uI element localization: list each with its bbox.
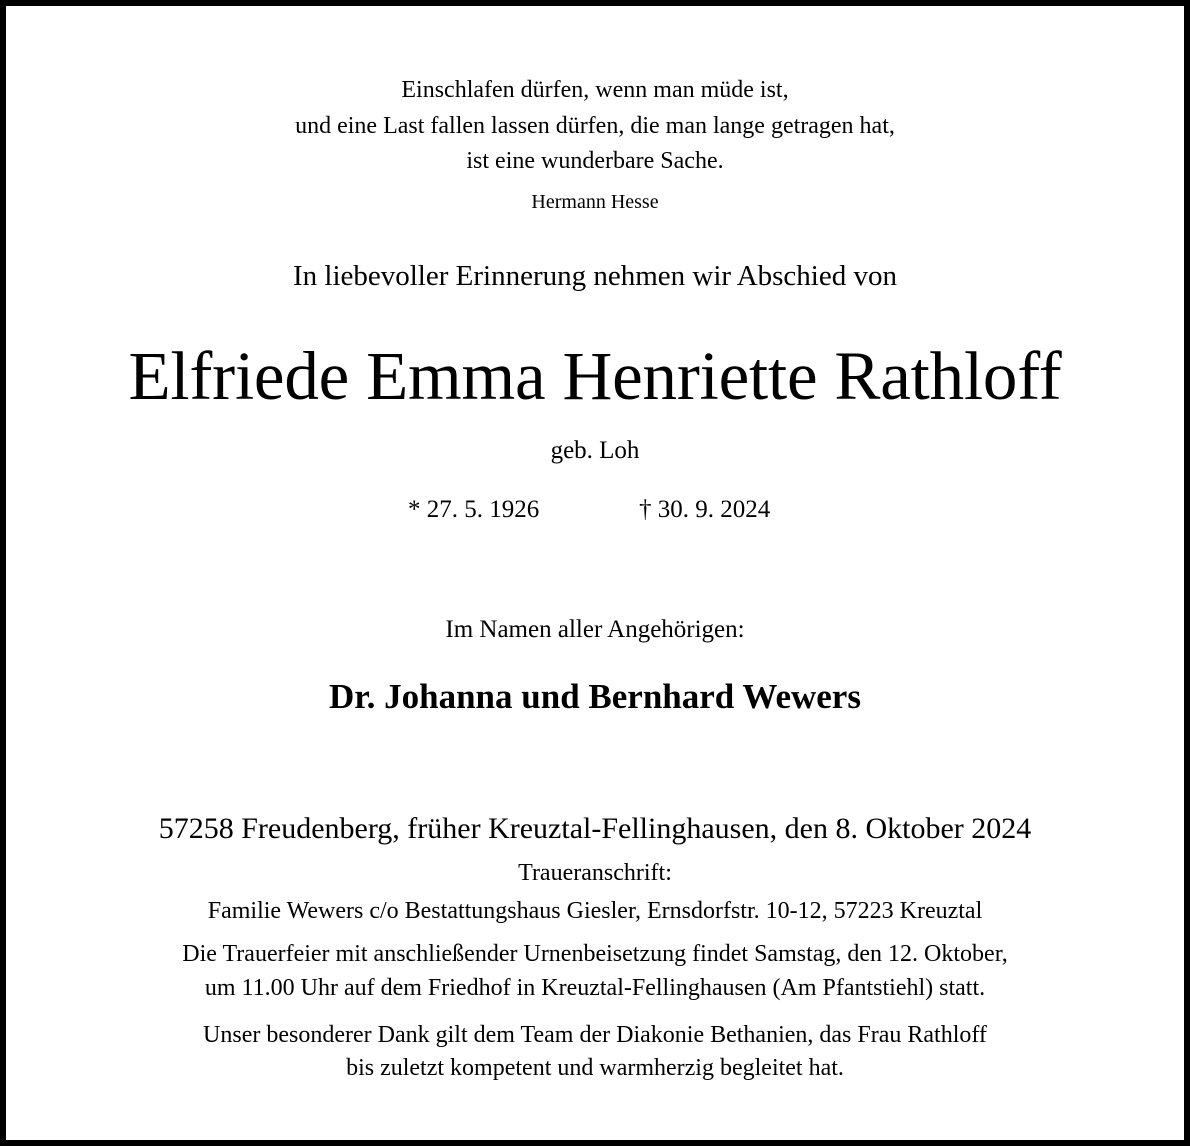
on-behalf-label: Im Namen aller Angehörigen: — [445, 616, 745, 643]
birth-date: * 27. 5. 1926 — [408, 496, 540, 523]
thanks-line-1: Unser besonderer Dank gilt dem Team der Diakonie Bethanien, das Frau Rathloff — [203, 1022, 987, 1048]
address-label: Traueranschrift: — [518, 860, 672, 886]
maiden-name: geb. Loh — [550, 437, 640, 464]
quote-line-3: ist eine wunderbare Sache. — [466, 148, 724, 174]
thanks-line-2: bis zuletzt kompetent und warmherzig begleitet hat. — [346, 1055, 844, 1081]
death-date: † 30. 9. 2024 — [639, 496, 771, 523]
address-value: Familie Wewers c/o Bestattungshaus Giesler, Ernsdorfstr. 10-12, 57223 Kreuztal — [207, 898, 983, 924]
quote-line-1: Einschlafen dürfen, wenn man müde ist, — [401, 77, 789, 103]
ceremony-line-1: Die Trauerfeier mit anschließender Urnenbeisetzung findet Samstag, den 12. Oktober, — [182, 941, 1008, 967]
ceremony-line-2: um 11.00 Uhr auf dem Friedhof in Kreuztal-Fellinghausen (Am Pfantstiehl) statt. — [204, 975, 986, 1001]
intro-text: In liebevoller Erinnerung nehmen wir Abschied von — [292, 260, 897, 292]
quote-author: Hermann Hesse — [531, 191, 659, 213]
quote-line-2: und eine Last fallen lassen dürfen, die man lange getragen hat, — [295, 113, 895, 139]
deceased-name: Elfriede Emma Henriette Rathloff — [128, 338, 1062, 414]
mourner-names: Dr. Johanna und Bernhard Wewers — [329, 677, 861, 716]
place-and-date: 57258 Freudenberg, früher Kreuztal-Fellinghausen, den 8. Oktober 2024 — [158, 812, 1032, 845]
